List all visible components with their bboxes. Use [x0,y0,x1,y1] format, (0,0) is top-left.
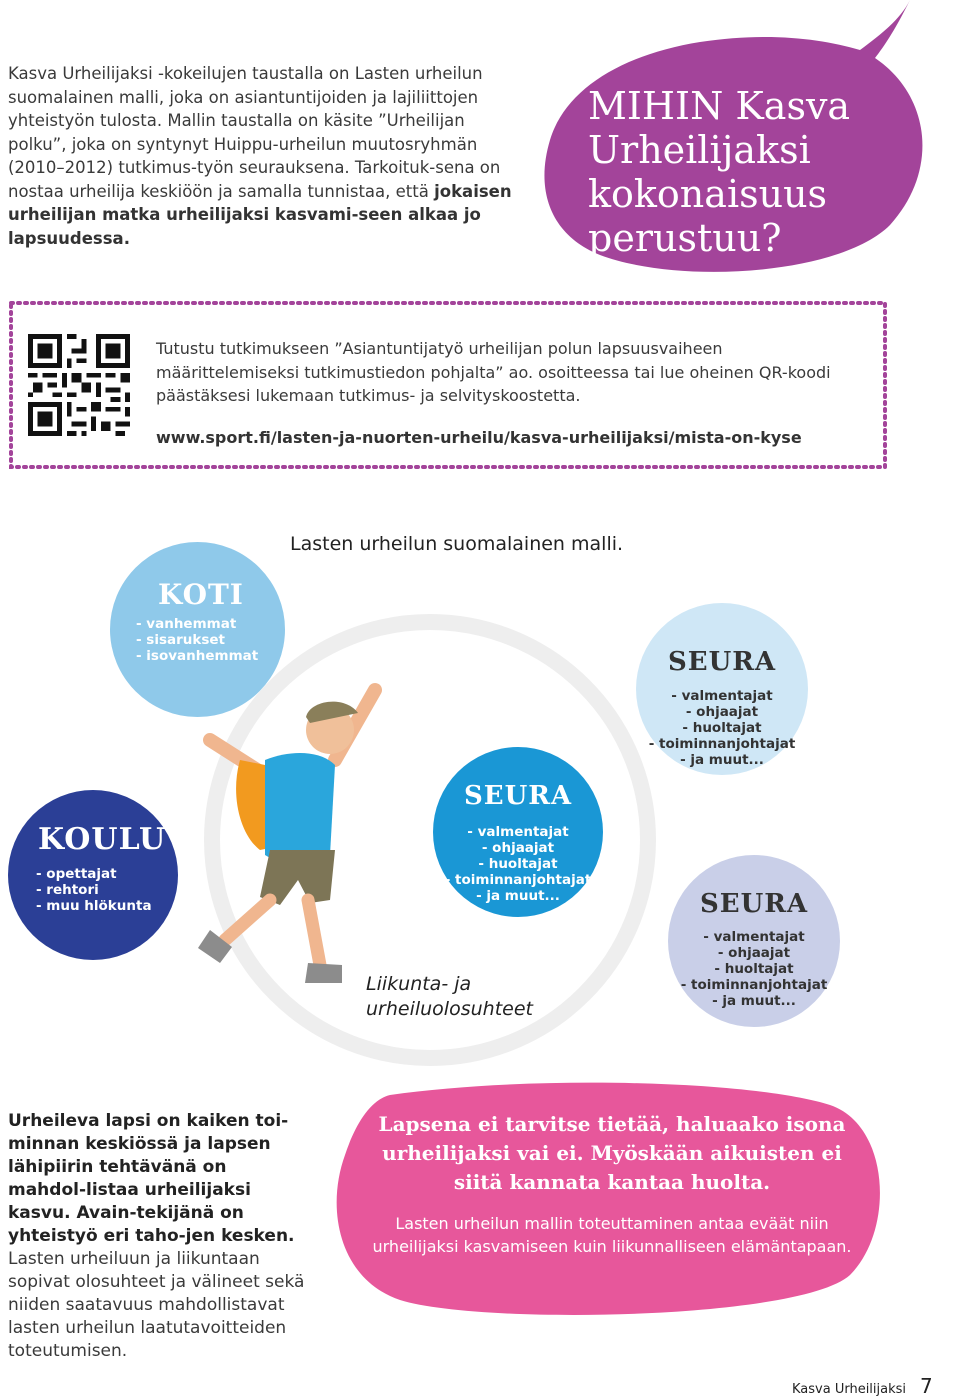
list-item: - toiminnanjohtajat [680,977,828,993]
research-link[interactable]: www.sport.fi/lasten-ja-nuorten-urheilu/kasva-urheilijaksi/mista-on-kyse [156,428,802,447]
facilities-line: urheiluolosuhteet [366,998,533,1020]
list-item: - ohjaajat [685,704,759,720]
list-item: - isovanhemmat [136,648,259,664]
list-item: - huoltajat [714,961,794,977]
list-item: - huoltajat [478,856,558,872]
list-item: - valmentajat [467,824,569,840]
intro-bold: jokaisen urheilijan matka urheilijaksi kasvami-seen alkaa jo lapsuudessa. [8,181,512,248]
running-boy-illustration [170,665,420,1025]
list-item: - valmentajat [703,929,805,945]
pink-bubble-body: Lasten urheilun mallin toteuttaminen antaa eväät niin urheilijaksi kasvamiseen kuin liikunnalliseen elämäntapaan. [372,1214,852,1256]
model-title: Lasten urheilun suomalainen malli. [290,533,624,555]
list-item: - ja muut... [712,993,796,1009]
bottom-left-paragraph [8,1110,308,1363]
facilities-line: Liikunta- ja [366,973,472,995]
list-item: - opettajat [36,866,117,882]
footer-publication-name: Kasva Urheilijaksi [792,1382,907,1397]
seura-title: SEURA [699,889,809,919]
intro-paragraph [8,62,528,250]
seura-title: SEURA [463,781,573,811]
list-item: - valmentajat [671,688,773,704]
koulu-circle [8,790,178,960]
list-item: - ja muut... [680,752,764,768]
bubble-title: MIHIN Kasva Urheilijaksi kokonaisuus perustuu? [588,84,851,260]
page-number: 7 [920,1374,933,1398]
bottom-left-bold: Urheileva lapsi on kaiken toi-minnan keskiössä ja lapsen lähipiirin tehtävänä on mahdol-listaa urheilijaksi kasvu. Avain-tekijänä on yhteistyö eri taho-jen kesken. [8,1111,295,1246]
koulu-title: KOULU [38,822,167,857]
koti-title: KOTI [158,578,244,611]
pink-bubble-heading: Lapsena ei tarvitse tietää, haluaako isona urheilijaksi vai ei. Myöskään aikuisten ei siitä kannata kantaa huolta. [378,1112,846,1194]
bottom-left-plain: Lasten urheiluun ja liikuntaan sopivat olosuhteet ja välineet sekä niiden saatavuus mahdollistavat lasten urheilun laatutavoitteiden toteutumisen. [8,1249,305,1361]
list-item: - vanhemmat [136,616,237,632]
list-item: - toiminnanjohtajat [648,736,796,752]
list-item: - huoltajat [682,720,762,736]
list-item: - muu hlökunta [36,898,152,914]
facilities-label [366,972,533,1022]
seura-circle-1 [636,603,808,775]
seura-circle-3 [668,855,840,1027]
intro-plain: Kasva Urheilijaksi -kokeilujen taustalla on Lasten urheilun suomalainen malli, joka on asiantuntijoiden ja lajiliittojen yhteistyön tulosta. Mallin taustalla on käsite ”Urheilijan polku”, joka on syntynyt Huippu-urheilun muutosryhmän (2010–2012) tutkimus-työn seurauksena. Tarkoituk-sena on nostaa urheilija keskiöön ja samalla tunnistaa, että [8,64,501,201]
list-item: - toiminnanjohtajat [444,872,592,888]
seura-circle-2 [433,747,603,917]
seura-title: SEURA [667,647,777,677]
list-item: - ja muut... [476,888,560,904]
list-item: - ohjaajat [481,840,555,856]
qr-code-icon[interactable] [28,334,130,436]
list-item: - ohjaajat [717,945,791,961]
list-item: - rehtori [36,882,99,898]
qr-description: Tutustu tutkimukseen ”Asiantuntijatyö urheilijan polun lapsuusvaiheen määrittelemiseksi tutkimustiedon pohjalta” ao. osoitteessa tai lue oheinen QR-koodi päästäksesi lukemaan tutkimus- ja selvityskoostetta. [156,339,831,405]
list-item: - sisarukset [136,632,226,648]
